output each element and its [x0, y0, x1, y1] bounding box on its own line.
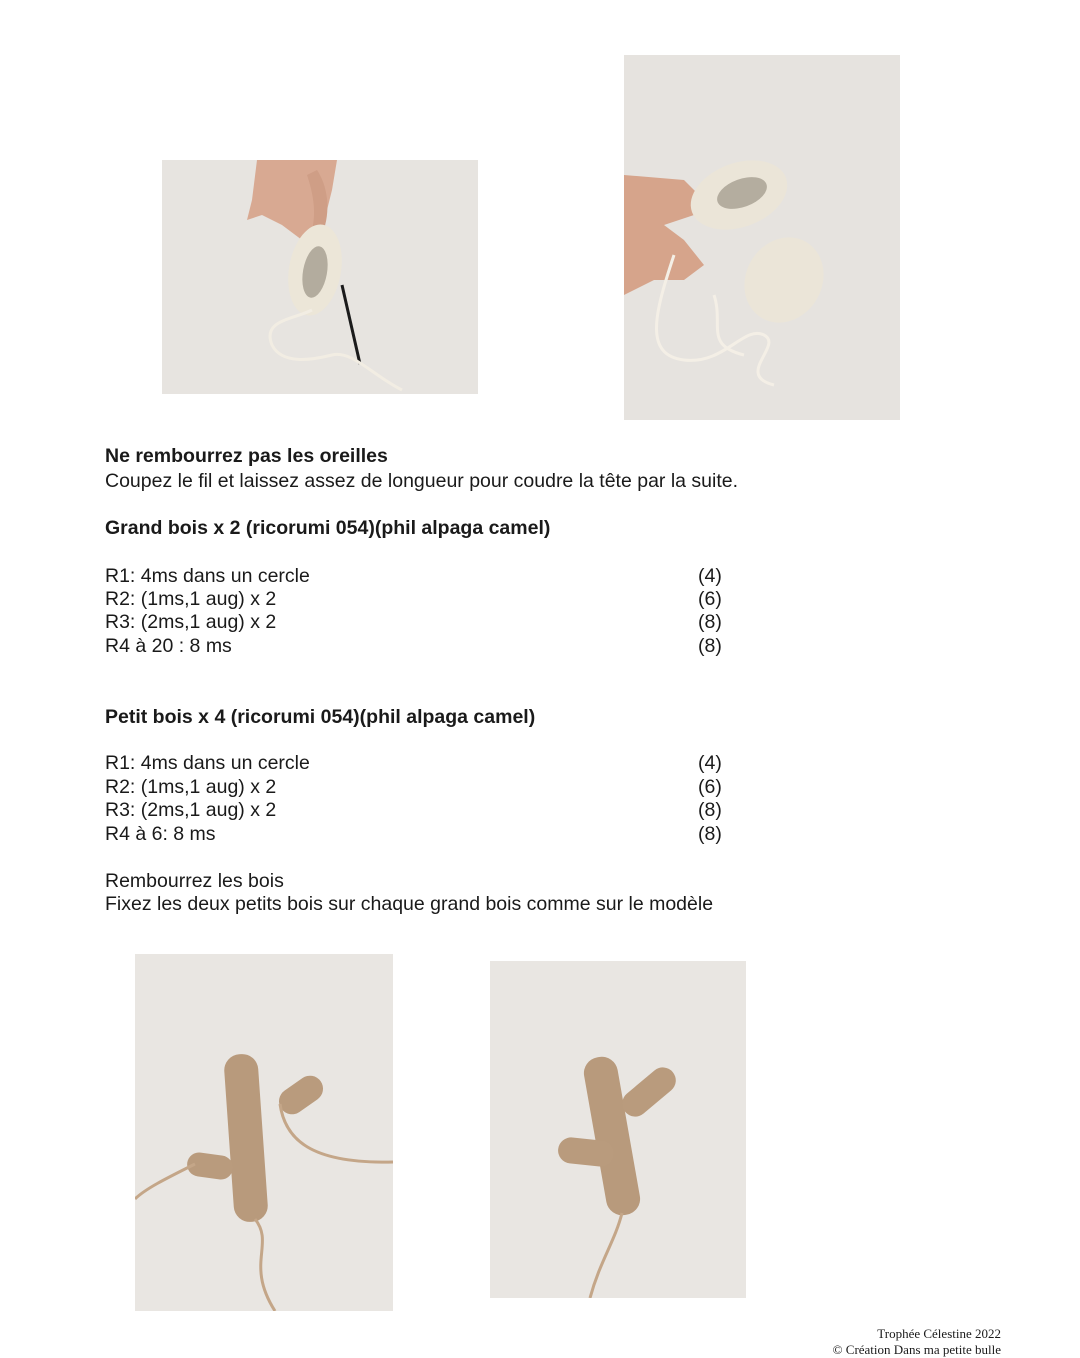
row-label: R2: (1ms,1 aug) x 2 — [105, 588, 277, 610]
row-label: R1: 4ms dans un cercle — [105, 752, 310, 774]
pattern-row — [105, 776, 745, 800]
ears-note-bold: Ne rembourrez pas les oreilles — [105, 445, 388, 467]
pattern-row — [105, 823, 745, 847]
petit-bois-title: Petit bois x 4 (ricorumi 054)(phil alpaga camel) — [105, 706, 536, 728]
pattern-row — [105, 565, 745, 589]
row-label: R1: 4ms dans un cercle — [105, 565, 310, 587]
footer-title: Trophée Célestine 2022 — [877, 1326, 1001, 1341]
pattern-row — [105, 588, 745, 612]
row-count: (8) — [698, 823, 722, 845]
pattern-row — [105, 752, 745, 776]
row-count: (8) — [698, 635, 722, 657]
pattern-row — [105, 611, 745, 635]
row-label: R3: (2ms,1 aug) x 2 — [105, 799, 277, 821]
row-count: (4) — [698, 752, 722, 774]
row-label: R3: (2ms,1 aug) x 2 — [105, 611, 277, 633]
row-label: R4 à 20 : 8 ms — [105, 635, 232, 657]
row-count: (4) — [698, 565, 722, 587]
photo-antler-assembled — [490, 961, 746, 1298]
row-count: (6) — [698, 776, 722, 798]
grand-bois-title: Grand bois x 2 (ricorumi 054)(phil alpaga camel) — [105, 517, 551, 539]
assembly-line-1: Rembourrez les bois — [105, 870, 284, 892]
assembly-line-2: Fixez les deux petits bois sur chaque grand bois comme sur le modèle — [105, 893, 714, 915]
photo-antler-parts — [135, 954, 393, 1311]
row-label: R2: (1ms,1 aug) x 2 — [105, 776, 277, 798]
photo-two-ears — [624, 55, 900, 420]
row-count: (8) — [698, 799, 722, 821]
row-count: (8) — [698, 611, 722, 633]
footer-copyright: © Création Dans ma petite bulle — [832, 1342, 1001, 1357]
row-count: (6) — [698, 588, 722, 610]
row-label: R4 à 6: 8 ms — [105, 823, 216, 845]
pattern-row — [105, 635, 745, 659]
ears-note: Coupez le fil et laissez assez de longueur pour coudre la tête par la suite. — [105, 470, 739, 492]
photo-ear-sewing — [162, 160, 478, 394]
pattern-row — [105, 799, 745, 823]
